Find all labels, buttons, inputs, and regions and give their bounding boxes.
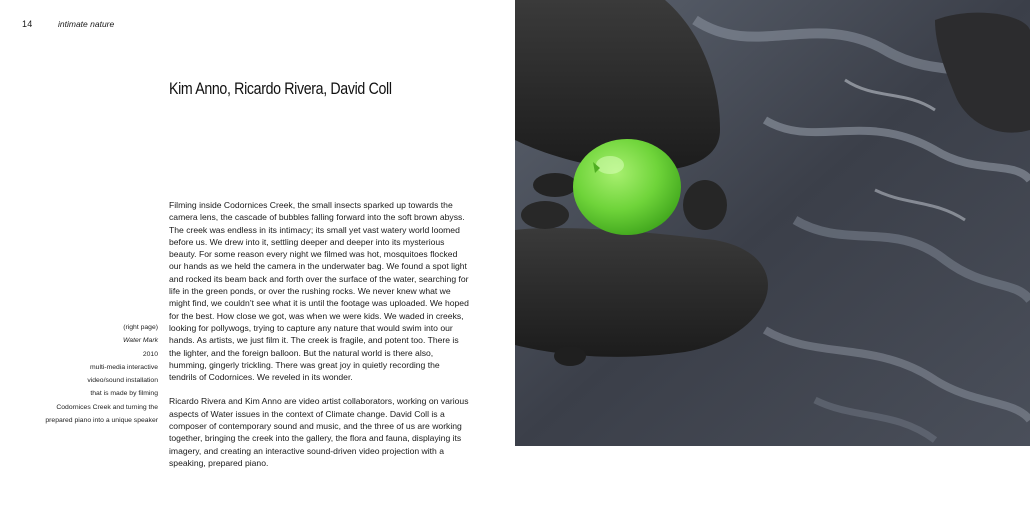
caption-line: video/sound installation	[87, 377, 158, 385]
article-title: Kim Anno, Ricardo Rivera, David Coll	[169, 80, 392, 98]
creek-photo-illustration	[515, 0, 1030, 446]
pebble	[683, 180, 727, 230]
body-paragraph: Ricardo Rivera and Kim Anno are video artist collaborators, working on various aspects of Water issues in the context of Climate change. David Coll is a composer of contemporary sound and music, and the three of us are working together, bringing the creek into the gallery, the flora and fauna, displaying its imagery, and creating an interactive sound-driven video projection with a speaking, prepared piano.	[169, 396, 469, 468]
caption-line: multi-media interactive	[90, 363, 158, 371]
pebble	[521, 201, 569, 229]
creek-photo	[515, 0, 1030, 446]
caption-line: that is made by filming	[90, 390, 158, 398]
body-paragraph: Filming inside Codornices Creek, the small insects sparked up towards the camera lens, the cascade of bubbles falling forward into the soft brown abyss. The creek was endless in its intimacy; its small yet vast watery world loomed before us. We drew into it, settling deeper and deeper into its mysterious beauty. For some reason every night we filmed was hot, mosquitoes flocked our hands as we held the camera in the underwater bag. We found a spot light and rocked its beam back and forth over the surface of the water, searching for life in the green ponds, or over the rushing rocks. We never knew what we might find, we couldn’t see what it is until the footage was uploaded. We hoped for the best. How close we got, was when we were kids. We waded in creeks, looking for pollywogs, trying to capture any nature that would swim into our hands. As artists, we just film it. The creek is fragile, and potent too. There is the lighter, and the foreign balloon. But the natural world is there also, humming, gingerly trickling. There was great joy in quietly recording the tendrils of Codornices. We reveled in its wonder.	[169, 200, 469, 383]
pebble	[533, 173, 577, 197]
caption-work-title: Water Mark	[123, 337, 158, 345]
green-balloon	[573, 139, 681, 235]
blank-margin	[515, 446, 1030, 515]
pebble	[554, 346, 586, 366]
caption-year: 2010	[142, 350, 158, 358]
page-number: 14	[22, 19, 33, 29]
image-caption	[8, 321, 158, 427]
caption-line: prepared piano into a unique speaker	[45, 417, 158, 425]
caption-position: (right page)	[123, 324, 158, 331]
running-head: intimate nature	[58, 19, 115, 29]
caption-line: Codornices Creek and turning the	[56, 403, 158, 411]
article-body	[169, 199, 469, 469]
